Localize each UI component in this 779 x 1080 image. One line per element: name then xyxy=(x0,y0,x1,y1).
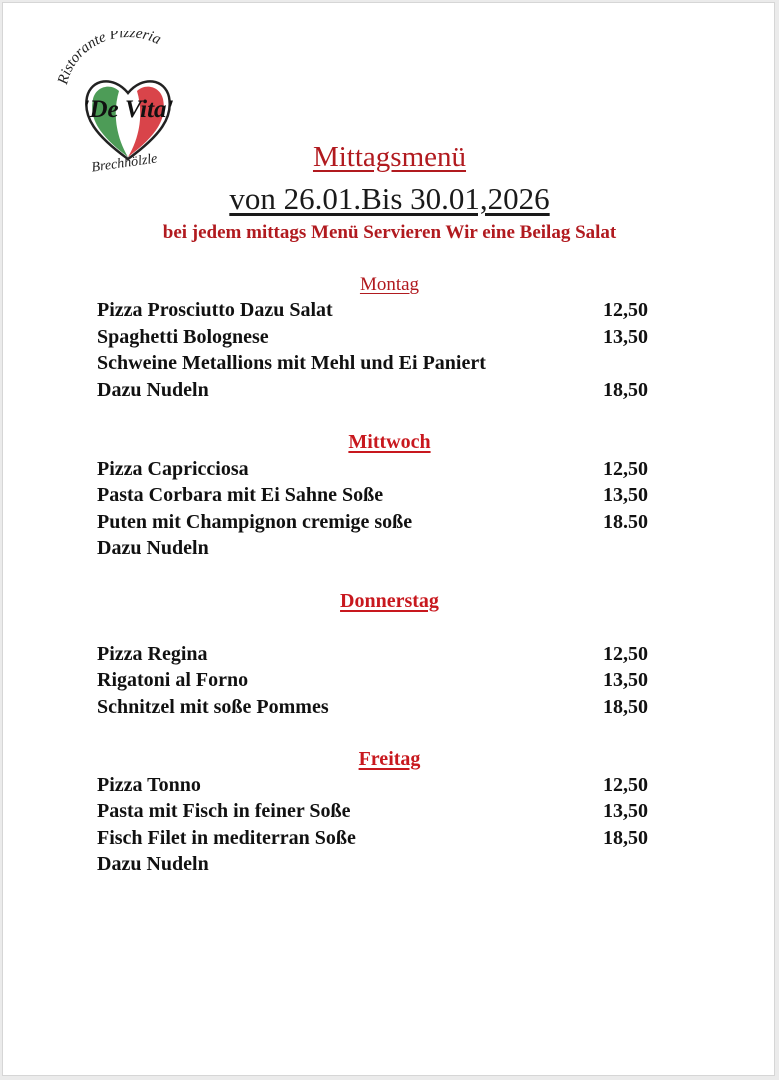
item-price: 18.50 xyxy=(603,511,648,533)
item-name: Pizza Prosciutto Dazu Salat xyxy=(97,299,333,321)
menu-item xyxy=(97,379,657,405)
menu-item xyxy=(97,696,657,722)
item-price: 12,50 xyxy=(603,458,648,480)
menu-item xyxy=(97,484,657,510)
item-name: Fisch Filet in mediterran Soße xyxy=(97,827,356,849)
item-price: 18,50 xyxy=(603,827,648,849)
item-price: 12,50 xyxy=(603,299,648,321)
item-name: Dazu Nudeln xyxy=(97,537,209,559)
day-heading-mittwoch: Mittwoch xyxy=(348,431,431,453)
item-name: Schnitzel mit soße Pommes xyxy=(97,696,329,718)
menu-item xyxy=(97,853,657,879)
item-name: Schweine Metallions mit Mehl und Ei Paniert xyxy=(97,352,486,374)
item-price: 13,50 xyxy=(603,669,648,691)
menu-item xyxy=(97,643,657,669)
logo-place: Brechhölzle xyxy=(90,151,159,176)
item-name: Pizza Capricciosa xyxy=(97,458,249,480)
item-name: Pizza Tonno xyxy=(97,774,201,796)
item-price: 13,50 xyxy=(603,326,648,348)
menu-item xyxy=(97,458,657,484)
salad-note: bei jedem mittags Menü Servieren Wir eine Beilag Salat xyxy=(162,222,617,243)
day-heading-freitag: Freitag xyxy=(358,748,421,770)
menu-item xyxy=(97,774,657,800)
day-heading-montag: Montag xyxy=(359,274,420,295)
item-price: 18,50 xyxy=(603,379,648,401)
item-name: Pasta mit Fisch in feiner Soße xyxy=(97,800,351,822)
item-name: Pizza Regina xyxy=(97,643,208,665)
menu-item xyxy=(97,669,657,695)
menu-item xyxy=(97,537,657,563)
item-name: Rigatoni al Forno xyxy=(97,669,249,691)
item-price: 13,50 xyxy=(603,800,648,822)
svg-text:Ristorante Pizzeria xyxy=(55,31,163,87)
date-range: von 26.01.Bis 30.01,2026 xyxy=(229,181,550,216)
item-name: Dazu Nudeln xyxy=(97,379,209,401)
menu-page xyxy=(2,2,775,1076)
menu-item xyxy=(97,326,657,352)
item-name: Spaghetti Bolognese xyxy=(97,326,269,348)
item-name: Puten mit Champignon cremige soße xyxy=(97,511,413,533)
item-name: Pasta Corbara mit Ei Sahne Soße xyxy=(97,484,384,506)
page-title: Mittagsmenü xyxy=(312,141,467,173)
item-price: 12,50 xyxy=(603,643,648,665)
menu-item xyxy=(97,299,657,325)
menu-item xyxy=(97,511,657,537)
menu-item xyxy=(97,800,657,826)
item-name: Dazu Nudeln xyxy=(97,853,209,875)
item-price: 12,50 xyxy=(603,774,648,796)
menu-item xyxy=(97,352,657,378)
item-price: 18,50 xyxy=(603,696,648,718)
menu-item xyxy=(97,827,657,853)
logo-name: 'De Vita' xyxy=(82,96,174,123)
logo-arc-text: Ristorante Pizzeria xyxy=(55,31,164,87)
item-price: 13,50 xyxy=(603,484,648,506)
day-heading-donnerstag: Donnerstag xyxy=(340,590,439,612)
